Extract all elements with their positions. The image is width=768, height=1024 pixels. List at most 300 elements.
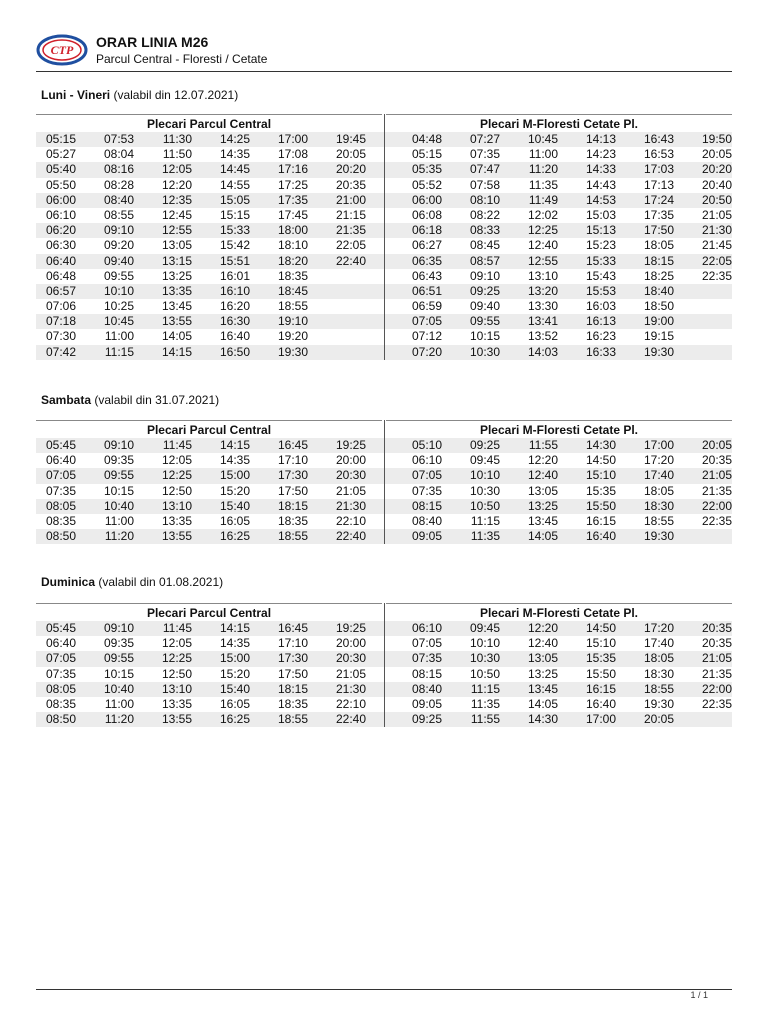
departure-time-parcul-central: 20:30 (335, 468, 366, 483)
departure-time-floresti-cetate: 12:40 (527, 636, 558, 651)
departure-time-floresti-cetate: 07:12 (411, 329, 442, 344)
departure-time-floresti-cetate: 18:05 (643, 483, 674, 498)
departure-time-floresti-cetate: 15:35 (585, 483, 616, 498)
departure-time-floresti-cetate: 19:30 (643, 696, 674, 711)
departure-time-floresti-cetate: 11:00 (528, 147, 558, 162)
departure-time-parcul-central: 09:20 (103, 238, 134, 253)
departure-time-floresti-cetate: 10:50 (469, 666, 500, 681)
departure-time-parcul-central: 18:20 (277, 253, 308, 268)
departure-time-parcul-central: 10:40 (103, 498, 134, 513)
departure-time-floresti-cetate: 08:33 (469, 223, 500, 238)
departure-time-floresti-cetate: 14:30 (585, 438, 616, 452)
departure-time-parcul-central: 20:30 (335, 651, 366, 666)
departure-time-floresti-cetate: 17:03 (643, 162, 674, 177)
departure-time-parcul-central: 12:50 (161, 483, 192, 498)
departure-time-parcul-central: 19:25 (335, 621, 366, 635)
departure-time-floresti-cetate: 08:40 (411, 681, 442, 696)
departure-time-parcul-central: 09:55 (103, 651, 134, 666)
departure-time-parcul-central: 15:33 (219, 223, 250, 238)
departure-time-floresti-cetate: 06:27 (411, 238, 442, 253)
departure-time-parcul-central: 18:55 (277, 712, 308, 727)
departure-time-floresti-cetate: 10:45 (527, 132, 558, 146)
departure-time-floresti-cetate: 06:35 (411, 253, 442, 268)
departure-time-parcul-central: 20:35 (335, 177, 366, 192)
departure-time-parcul-central: 18:10 (277, 238, 308, 253)
departure-time-floresti-cetate: 13:41 (527, 314, 558, 329)
departure-time-parcul-central: 17:30 (277, 468, 308, 483)
departure-time-parcul-central: 16:25 (219, 529, 250, 544)
departure-time-floresti-cetate: 16:40 (585, 696, 616, 711)
departure-time-parcul-central: 15:15 (219, 207, 250, 222)
departure-time-floresti-cetate: 09:45 (469, 453, 500, 468)
page-number: 1 / 1 (690, 990, 708, 1000)
departure-time-parcul-central: 17:00 (277, 132, 308, 146)
departure-time-floresti-cetate: 11:15 (470, 681, 500, 696)
departure-time-floresti-cetate: 07:47 (469, 162, 500, 177)
departure-time-floresti-cetate: 18:55 (643, 513, 674, 528)
departure-time-parcul-central: 16:45 (277, 621, 308, 635)
ctp-logo (36, 32, 88, 68)
departure-time-floresti-cetate: 16:40 (585, 529, 616, 544)
departure-time-floresti-cetate: 18:40 (643, 283, 674, 298)
departure-time-parcul-central: 14:35 (219, 453, 250, 468)
section-title (41, 575, 223, 589)
departure-time-parcul-central: 06:20 (45, 223, 76, 238)
departure-time-floresti-cetate: 16:23 (585, 329, 616, 344)
departure-time-parcul-central: 11:20 (104, 529, 134, 544)
departure-time-parcul-central: 15:40 (219, 498, 250, 513)
departure-time-floresti-cetate: 05:15 (411, 147, 442, 162)
departure-time-floresti-cetate: 17:50 (643, 223, 674, 238)
departure-time-parcul-central: 19:25 (335, 438, 366, 452)
departure-time-parcul-central: 16:01 (219, 268, 250, 283)
departure-time-parcul-central: 12:50 (161, 666, 192, 681)
departure-time-floresti-cetate: 10:30 (469, 483, 500, 498)
departure-time-parcul-central: 16:45 (277, 438, 308, 452)
departure-time-parcul-central: 14:35 (219, 147, 250, 162)
departure-time-parcul-central: 18:15 (277, 681, 308, 696)
departure-time-floresti-cetate: 13:25 (527, 666, 558, 681)
departure-time-floresti-cetate: 20:40 (701, 177, 732, 192)
departure-time-parcul-central: 11:00 (104, 696, 134, 711)
left-column-header: Plecari Parcul Central (36, 603, 382, 622)
departure-time-floresti-cetate: 20:05 (701, 438, 732, 452)
departure-time-floresti-cetate: 14:43 (585, 177, 616, 192)
departure-time-parcul-central: 09:35 (103, 636, 134, 651)
departure-time-floresti-cetate: 12:25 (527, 223, 558, 238)
departure-time-parcul-central: 20:05 (335, 147, 366, 162)
departure-time-parcul-central: 06:30 (45, 238, 76, 253)
departure-time-floresti-cetate: 14:30 (527, 712, 558, 727)
departure-time-parcul-central: 07:30 (45, 329, 76, 344)
departure-time-parcul-central: 06:40 (45, 253, 76, 268)
departure-time-floresti-cetate: 09:40 (469, 299, 500, 314)
departure-time-floresti-cetate: 16:53 (643, 147, 674, 162)
departure-time-parcul-central: 08:04 (103, 147, 134, 162)
departure-time-floresti-cetate: 14:13 (585, 132, 616, 146)
departure-time-floresti-cetate: 14:33 (585, 162, 616, 177)
departure-time-parcul-central: 15:20 (219, 666, 250, 681)
departure-time-parcul-central: 05:45 (45, 621, 76, 635)
departure-time-floresti-cetate: 17:35 (643, 207, 674, 222)
departure-time-floresti-cetate: 12:20 (527, 453, 558, 468)
departure-time-floresti-cetate: 18:30 (643, 666, 674, 681)
departure-time-floresti-cetate: 09:25 (469, 283, 500, 298)
departure-time-floresti-cetate: 20:05 (701, 147, 732, 162)
departure-time-parcul-central: 22:05 (335, 238, 366, 253)
departure-time-floresti-cetate: 13:45 (527, 681, 558, 696)
departure-time-parcul-central: 08:40 (103, 192, 134, 207)
departure-time-floresti-cetate: 18:05 (643, 238, 674, 253)
departure-time-floresti-cetate: 11:49 (528, 192, 558, 207)
departure-time-parcul-central: 08:50 (45, 529, 76, 544)
departure-time-floresti-cetate: 19:15 (643, 329, 674, 344)
departure-time-floresti-cetate: 15:50 (585, 498, 616, 513)
departure-time-floresti-cetate: 10:10 (469, 468, 500, 483)
departure-time-parcul-central: 17:50 (277, 666, 308, 681)
departure-time-parcul-central: 05:45 (45, 438, 76, 452)
departure-time-parcul-central: 14:15 (219, 621, 250, 635)
departure-time-floresti-cetate: 16:15 (585, 681, 616, 696)
departure-time-floresti-cetate: 05:52 (411, 177, 442, 192)
departure-time-floresti-cetate: 15:03 (585, 207, 616, 222)
departure-time-floresti-cetate: 15:10 (585, 468, 616, 483)
departure-time-parcul-central: 10:15 (103, 666, 134, 681)
departure-time-floresti-cetate: 09:25 (411, 712, 442, 727)
departure-time-floresti-cetate: 21:30 (701, 223, 732, 238)
departure-time-parcul-central: 08:16 (103, 162, 134, 177)
departure-time-parcul-central: 14:35 (219, 636, 250, 651)
departure-time-floresti-cetate: 20:05 (643, 712, 674, 727)
departure-time-floresti-cetate: 13:10 (527, 268, 558, 283)
departure-time-parcul-central: 17:10 (277, 636, 308, 651)
departure-time-parcul-central: 11:50 (162, 147, 192, 162)
departure-time-parcul-central: 05:15 (45, 132, 76, 146)
departure-time-parcul-central: 16:05 (219, 513, 250, 528)
column-divider (384, 420, 385, 544)
departure-time-parcul-central: 21:30 (335, 681, 366, 696)
departure-time-floresti-cetate: 17:00 (585, 712, 616, 727)
departure-time-floresti-cetate: 13:25 (527, 498, 558, 513)
departure-time-floresti-cetate: 18:25 (643, 268, 674, 283)
departure-time-parcul-central: 17:16 (277, 162, 308, 177)
departure-time-floresti-cetate: 12:02 (527, 207, 558, 222)
departure-time-parcul-central: 08:35 (45, 696, 76, 711)
departure-time-parcul-central: 19:45 (335, 132, 366, 146)
departure-time-parcul-central: 07:35 (45, 483, 76, 498)
departure-time-floresti-cetate: 15:43 (585, 268, 616, 283)
departure-time-floresti-cetate: 17:40 (643, 636, 674, 651)
departure-time-parcul-central: 13:35 (161, 696, 192, 711)
departure-time-parcul-central: 18:35 (277, 513, 308, 528)
departure-time-floresti-cetate: 21:35 (701, 666, 732, 681)
departure-time-parcul-central: 13:35 (161, 283, 192, 298)
departure-time-floresti-cetate: 22:05 (701, 253, 732, 268)
departure-time-floresti-cetate: 07:35 (469, 147, 500, 162)
departure-time-floresti-cetate: 08:57 (469, 253, 500, 268)
departure-time-floresti-cetate: 17:20 (643, 621, 674, 635)
departure-time-parcul-central: 15:05 (219, 192, 250, 207)
departure-time-parcul-central: 22:40 (335, 253, 366, 268)
departure-time-parcul-central: 07:35 (45, 666, 76, 681)
departure-time-parcul-central: 19:10 (277, 314, 308, 329)
departure-time-floresti-cetate: 10:50 (469, 498, 500, 513)
departure-time-floresti-cetate: 14:23 (585, 147, 616, 162)
section-validity: (valabil din 12.07.2021) (113, 88, 239, 102)
departure-time-floresti-cetate: 22:00 (701, 498, 732, 513)
departure-time-parcul-central: 18:55 (277, 529, 308, 544)
departure-time-floresti-cetate: 20:35 (701, 636, 732, 651)
departure-time-floresti-cetate: 06:08 (411, 207, 442, 222)
section-day: Sambata (41, 393, 92, 407)
departure-time-floresti-cetate: 11:55 (528, 438, 558, 452)
departure-time-parcul-central: 07:42 (45, 344, 76, 359)
departure-time-parcul-central: 13:05 (161, 238, 192, 253)
departure-time-parcul-central: 22:10 (335, 513, 366, 528)
departure-time-floresti-cetate: 05:35 (411, 162, 442, 177)
departure-time-parcul-central: 19:30 (277, 344, 308, 359)
departure-time-floresti-cetate: 07:05 (411, 314, 442, 329)
departure-time-floresti-cetate: 07:35 (411, 651, 442, 666)
departure-time-parcul-central: 12:25 (161, 651, 192, 666)
departure-time-floresti-cetate: 11:35 (470, 696, 500, 711)
departure-time-parcul-central: 12:05 (161, 453, 192, 468)
departure-time-parcul-central: 13:45 (161, 299, 192, 314)
departure-time-parcul-central: 07:06 (45, 299, 76, 314)
departure-time-floresti-cetate: 08:15 (411, 666, 442, 681)
departure-time-parcul-central: 22:40 (335, 712, 366, 727)
departure-time-parcul-central: 10:15 (103, 483, 134, 498)
departure-time-floresti-cetate: 19:50 (701, 132, 732, 146)
departure-time-floresti-cetate: 15:35 (585, 651, 616, 666)
departure-time-floresti-cetate: 13:20 (527, 283, 558, 298)
departure-time-parcul-central: 12:05 (161, 636, 192, 651)
departure-time-floresti-cetate: 18:50 (643, 299, 674, 314)
section-title (41, 88, 238, 102)
departure-time-parcul-central: 21:05 (335, 483, 366, 498)
departure-time-floresti-cetate: 08:22 (469, 207, 500, 222)
departure-time-parcul-central: 05:50 (45, 177, 76, 192)
departure-time-floresti-cetate: 14:03 (527, 344, 558, 359)
departure-time-parcul-central: 18:55 (277, 299, 308, 314)
departure-time-floresti-cetate: 09:55 (469, 314, 500, 329)
departure-time-floresti-cetate: 22:35 (701, 696, 732, 711)
departure-time-floresti-cetate: 11:15 (470, 513, 500, 528)
departure-time-parcul-central: 10:10 (103, 283, 134, 298)
schedule-table (36, 603, 732, 727)
departure-time-parcul-central: 12:20 (161, 177, 192, 192)
departure-time-floresti-cetate: 20:35 (701, 621, 732, 635)
departure-time-parcul-central: 14:45 (219, 162, 250, 177)
departure-time-parcul-central: 13:15 (161, 253, 192, 268)
departure-time-floresti-cetate: 04:48 (411, 132, 442, 146)
departure-time-parcul-central: 09:55 (103, 268, 134, 283)
schedule-table (36, 114, 732, 360)
departure-time-parcul-central: 20:00 (335, 453, 366, 468)
departure-time-parcul-central: 11:20 (104, 712, 134, 727)
departure-time-floresti-cetate: 07:58 (469, 177, 500, 192)
departure-time-parcul-central: 18:35 (277, 696, 308, 711)
departure-time-floresti-cetate: 17:20 (643, 453, 674, 468)
departure-time-parcul-central: 06:10 (45, 207, 76, 222)
departure-time-floresti-cetate: 18:15 (643, 253, 674, 268)
departure-time-parcul-central: 21:15 (335, 207, 366, 222)
departure-time-floresti-cetate: 08:40 (411, 513, 442, 528)
departure-time-floresti-cetate: 17:40 (643, 468, 674, 483)
departure-time-floresti-cetate: 17:13 (643, 177, 674, 192)
departure-time-parcul-central: 06:48 (45, 268, 76, 283)
departure-time-floresti-cetate: 19:30 (643, 529, 674, 544)
departure-time-floresti-cetate: 15:13 (585, 223, 616, 238)
departure-time-floresti-cetate: 08:45 (469, 238, 500, 253)
departure-time-parcul-central: 17:30 (277, 651, 308, 666)
departure-time-floresti-cetate: 14:05 (527, 529, 558, 544)
departure-time-floresti-cetate: 08:10 (469, 192, 500, 207)
footer-divider (36, 989, 732, 990)
departure-time-floresti-cetate: 22:00 (701, 681, 732, 696)
departure-time-floresti-cetate: 15:10 (585, 636, 616, 651)
departure-time-parcul-central: 17:50 (277, 483, 308, 498)
departure-time-parcul-central: 11:45 (162, 621, 192, 635)
departure-time-floresti-cetate: 12:40 (527, 238, 558, 253)
departure-time-parcul-central: 12:45 (161, 207, 192, 222)
header-divider (36, 71, 732, 72)
departure-time-floresti-cetate: 21:05 (701, 207, 732, 222)
departure-time-parcul-central: 20:20 (335, 162, 366, 177)
departure-time-floresti-cetate: 15:53 (585, 283, 616, 298)
departure-time-parcul-central: 07:05 (45, 468, 76, 483)
departure-time-parcul-central: 09:10 (103, 438, 134, 452)
document-header (36, 28, 732, 72)
right-column-header: Plecari M-Floresti Cetate Pl. (386, 114, 732, 133)
column-divider (384, 603, 385, 727)
departure-time-floresti-cetate: 06:51 (411, 283, 442, 298)
departure-time-floresti-cetate: 09:25 (469, 438, 500, 452)
departure-time-parcul-central: 05:27 (45, 147, 76, 162)
departure-time-parcul-central: 16:20 (219, 299, 250, 314)
departure-time-floresti-cetate: 07:05 (411, 636, 442, 651)
section-day: Duminica (41, 575, 96, 589)
departure-time-floresti-cetate: 18:30 (643, 498, 674, 513)
departure-time-parcul-central: 10:25 (103, 299, 134, 314)
departure-time-parcul-central: 08:05 (45, 498, 76, 513)
page-title: ORAR LINIA M26 (96, 34, 209, 50)
departure-time-floresti-cetate: 17:24 (643, 192, 674, 207)
departure-time-floresti-cetate: 14:50 (585, 453, 616, 468)
departure-time-floresti-cetate: 10:30 (469, 651, 500, 666)
departure-time-parcul-central: 17:08 (277, 147, 308, 162)
departure-time-floresti-cetate: 11:35 (470, 529, 500, 544)
section-validity: (valabil din 31.07.2021) (94, 393, 220, 407)
departure-time-floresti-cetate: 18:05 (643, 651, 674, 666)
departure-time-floresti-cetate: 16:33 (585, 344, 616, 359)
departure-time-parcul-central: 16:05 (219, 696, 250, 711)
departure-time-parcul-central: 07:18 (45, 314, 76, 329)
departure-time-parcul-central: 06:57 (45, 283, 76, 298)
departure-time-parcul-central: 11:45 (162, 438, 192, 452)
departure-time-floresti-cetate: 13:05 (527, 483, 558, 498)
departure-time-parcul-central: 05:40 (45, 162, 76, 177)
departure-time-parcul-central: 07:53 (103, 132, 134, 146)
departure-time-parcul-central: 07:05 (45, 651, 76, 666)
departure-time-floresti-cetate: 19:00 (643, 314, 674, 329)
departure-time-floresti-cetate: 07:27 (469, 132, 500, 146)
departure-time-floresti-cetate: 06:00 (411, 192, 442, 207)
departure-time-floresti-cetate: 18:55 (643, 681, 674, 696)
departure-time-floresti-cetate: 08:15 (411, 498, 442, 513)
departure-time-floresti-cetate: 16:43 (643, 132, 674, 146)
departure-time-floresti-cetate: 09:10 (469, 268, 500, 283)
departure-time-floresti-cetate: 14:50 (585, 621, 616, 635)
departure-time-floresti-cetate: 13:52 (527, 329, 558, 344)
departure-time-parcul-central: 15:00 (219, 468, 250, 483)
departure-time-floresti-cetate: 16:15 (585, 513, 616, 528)
departure-time-parcul-central: 11:15 (104, 344, 134, 359)
departure-time-parcul-central: 08:28 (103, 177, 134, 192)
departure-time-parcul-central: 14:15 (219, 438, 250, 452)
departure-time-floresti-cetate: 22:35 (701, 513, 732, 528)
left-column-header: Plecari Parcul Central (36, 114, 382, 133)
departure-time-floresti-cetate: 12:20 (527, 621, 558, 635)
departure-time-floresti-cetate: 17:00 (643, 438, 674, 452)
departure-time-parcul-central: 12:05 (161, 162, 192, 177)
departure-time-parcul-central: 16:30 (219, 314, 250, 329)
departure-time-floresti-cetate: 14:53 (585, 192, 616, 207)
left-column-header: Plecari Parcul Central (36, 420, 382, 439)
departure-time-parcul-central: 21:30 (335, 498, 366, 513)
departure-time-floresti-cetate: 09:05 (411, 696, 442, 711)
departure-time-floresti-cetate: 10:15 (469, 329, 500, 344)
departure-time-floresti-cetate: 06:43 (411, 268, 442, 283)
departure-time-floresti-cetate: 10:30 (469, 344, 500, 359)
departure-time-parcul-central: 18:45 (277, 283, 308, 298)
departure-time-floresti-cetate: 06:59 (411, 299, 442, 314)
departure-time-parcul-central: 11:00 (104, 329, 134, 344)
departure-time-parcul-central: 22:10 (335, 696, 366, 711)
departure-time-floresti-cetate: 11:35 (528, 177, 558, 192)
departure-time-floresti-cetate: 06:10 (411, 621, 442, 635)
departure-time-parcul-central: 13:10 (161, 681, 192, 696)
departure-time-floresti-cetate: 20:35 (701, 453, 732, 468)
departure-time-parcul-central: 12:35 (161, 192, 192, 207)
departure-time-parcul-central: 15:40 (219, 681, 250, 696)
departure-time-parcul-central: 16:10 (219, 283, 250, 298)
section-day: Luni - Vineri (41, 88, 111, 102)
departure-time-floresti-cetate: 21:05 (701, 468, 732, 483)
departure-time-parcul-central: 11:30 (162, 132, 192, 146)
departure-time-floresti-cetate: 20:20 (701, 162, 732, 177)
departure-time-parcul-central: 13:55 (161, 712, 192, 727)
departure-time-floresti-cetate: 07:20 (411, 344, 442, 359)
departure-time-floresti-cetate: 05:10 (411, 438, 442, 452)
departure-time-floresti-cetate: 21:35 (701, 483, 732, 498)
departure-time-floresti-cetate: 12:40 (527, 468, 558, 483)
departure-time-floresti-cetate: 13:05 (527, 651, 558, 666)
departure-time-parcul-central: 15:51 (219, 253, 250, 268)
departure-time-floresti-cetate: 11:55 (470, 712, 500, 727)
departure-time-parcul-central: 15:00 (219, 651, 250, 666)
departure-time-floresti-cetate: 21:05 (701, 651, 732, 666)
departure-time-floresti-cetate: 21:45 (701, 238, 732, 253)
departure-time-floresti-cetate: 07:35 (411, 483, 442, 498)
departure-time-parcul-central: 08:05 (45, 681, 76, 696)
section-validity: (valabil din 01.08.2021) (98, 575, 224, 589)
departure-time-parcul-central: 22:40 (335, 529, 366, 544)
departure-time-parcul-central: 17:10 (277, 453, 308, 468)
departure-time-parcul-central: 12:55 (161, 223, 192, 238)
departure-time-parcul-central: 10:45 (103, 314, 134, 329)
logo-text: CTP (50, 43, 74, 57)
